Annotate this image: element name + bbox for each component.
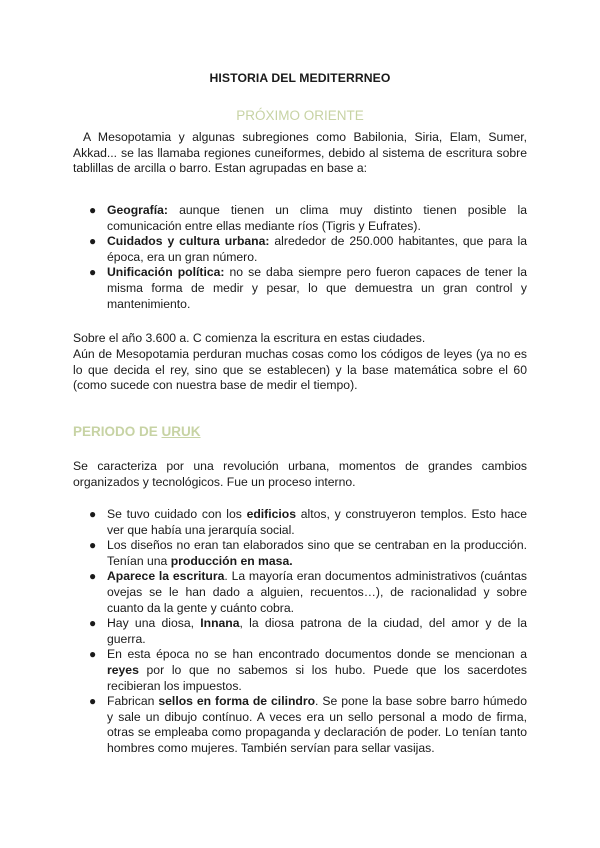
bullet-icon: ●	[89, 647, 97, 662]
list-item	[89, 234, 527, 265]
regions-bullet-list	[89, 203, 528, 312]
bullet-text: aunque tienen un clima muy distinto tienen posible la comunicación entre ellas mediante ríos (Tigris y Eufrates).	[107, 203, 527, 233]
bullet-keyword: edificios	[246, 507, 297, 521]
list-item: ● En esta época no se han encontrado documentos donde se mencionan a reyes por lo que no sabemos si los hubo. Puede que los sacerdotes recibieran los impuestos.	[89, 647, 527, 693]
bullet-keyword: sellos en forma de cilindro	[158, 694, 316, 709]
bullet-text: alrededor de 250.000 habitantes, que para la época, era un gran número.	[107, 234, 527, 264]
list-item: ● Los diseños no eran tan elaborados sino que se centraban en la producción. Tenían una producción en masa.	[89, 538, 527, 568]
intro-paragraph: A Mesopotamia y algunas subregiones como Babilonia, Siria, Elam, Sumer, Akkad... se las llamaba regiones cuneiformes, debido al sistema de escritura sobre tablillas de arcilla o barro. Estan agrupadas en base a:	[73, 130, 527, 176]
bullet-keyword: reyes	[107, 662, 139, 677]
list-item	[89, 203, 527, 234]
list-item: ● Fabrican sellos en forma de cilindro. Se pone la base sobre barro húmedo y sale un dibujo contínuo. A veces era un sello personal a modo de firma, otras se empleaba como propaganda y declaración de poder. Lo tenían tanto hombres como mujeres. También servían para sellar vasijas.	[89, 694, 527, 755]
bullet-icon: ●	[89, 538, 97, 553]
list-item: ● Aparece la escritura. La mayoría eran documentos administrativos (cuántas ovejas se le han dado a alguien, recuentos…), de racionalidad y sobre cuanto da la gente y cuánto cobra.	[89, 569, 527, 615]
heading-prefix: PERIODO DE	[73, 424, 162, 439]
list-item	[89, 265, 528, 312]
bullet-keyword: Cuidados y cultura urbana:	[107, 234, 270, 249]
uruk-bullet-list	[89, 507, 527, 757]
bullet-icon: ●	[89, 694, 97, 709]
bullet-icon: ●	[89, 507, 97, 521]
bullet-keyword: Aparece la escritura	[107, 569, 225, 584]
writing-start-paragraph: Sobre el año 3.600 a. C comienza la escritura en estas ciudades.	[73, 331, 426, 345]
bullet-keyword: producción en masa.	[170, 553, 293, 568]
legacy-paragraph: Aún de Mesopotamia perduran muchas cosas como los códigos de leyes (ya no es lo que decida el rey, sino que se establecen) y la base matemática sobre el 60 (como sucede con nuestra base de medir el tiempo).	[73, 347, 527, 393]
uruk-link[interactable]: URUK	[161, 424, 201, 439]
bullet-text: no se daba siempre pero fueron capaces de tener la misma forma de medir y pesar, lo que demuestra un gran control y mantenimiento.	[107, 265, 528, 311]
document-title: HISTORIA DEL MEDITERRNEO	[209, 71, 391, 85]
bullet-icon: ●	[89, 234, 97, 249]
bullet-keyword: Unificación política:	[107, 265, 225, 280]
bullet-icon: ●	[89, 616, 97, 631]
list-item: ● Hay una diosa, Innana, la diosa patrona de la ciudad, del amor y de la guerra.	[89, 616, 527, 646]
section-heading-uruk	[73, 424, 201, 439]
bullet-icon: ●	[89, 203, 97, 217]
bullet-icon: ●	[89, 569, 97, 584]
bullet-keyword: Geografía:	[107, 203, 168, 217]
section-heading-proximo-oriente: PRÓXIMO ORIENTE	[236, 108, 364, 123]
bullet-icon: ●	[89, 265, 97, 280]
uruk-intro-paragraph: Se caracteriza por una revolución urbana, momentos de grandes cambios organizados y tecnológicos. Fue un proceso interno.	[73, 459, 527, 489]
list-item: ● Se tuvo cuidado con los edificios altos, y construyeron templos. Esto hace ver que había una jerarquía social.	[89, 507, 527, 537]
bullet-keyword: Innana	[200, 616, 240, 631]
